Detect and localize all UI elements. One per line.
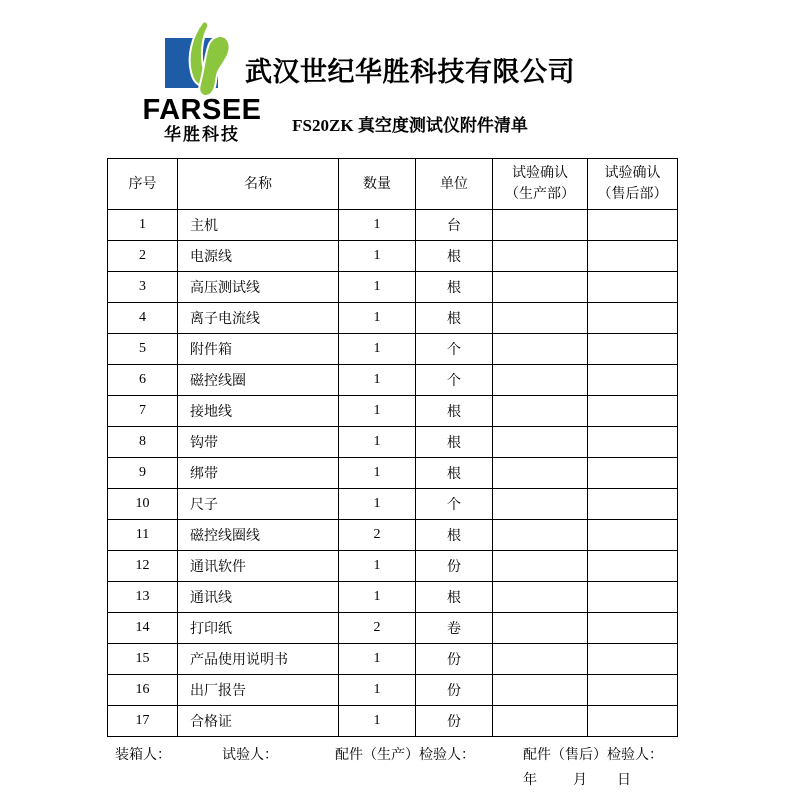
cell-index: 11	[108, 520, 178, 551]
cell-confirm_prod	[493, 303, 588, 334]
cell-confirm_after	[588, 303, 678, 334]
cell-unit: 根	[416, 396, 493, 427]
cell-confirm_after	[588, 520, 678, 551]
cell-index: 5	[108, 334, 178, 365]
table-row	[108, 303, 678, 334]
table-row	[108, 272, 678, 303]
cell-name: 出厂报告	[178, 675, 339, 706]
date-month-label: 月	[573, 771, 587, 787]
cell-index: 13	[108, 582, 178, 613]
col-header-confirm-after	[588, 159, 678, 210]
cell-unit: 份	[416, 706, 493, 737]
cell-confirm_after	[588, 644, 678, 675]
cell-confirm_after	[588, 613, 678, 644]
cell-index: 4	[108, 303, 178, 334]
cell-index: 17	[108, 706, 178, 737]
cell-unit: 个	[416, 489, 493, 520]
cell-confirm_prod	[493, 644, 588, 675]
cell-qty: 1	[339, 427, 416, 458]
cell-qty: 1	[339, 241, 416, 272]
table-row	[108, 706, 678, 737]
col-header-name: 名称	[178, 159, 339, 210]
table-row	[108, 644, 678, 675]
cell-index: 2	[108, 241, 178, 272]
cell-unit: 根	[416, 427, 493, 458]
cell-confirm_prod	[493, 334, 588, 365]
cell-name: 离子电流线	[178, 303, 339, 334]
cell-index: 1	[108, 210, 178, 241]
cell-index: 15	[108, 644, 178, 675]
cell-unit: 份	[416, 644, 493, 675]
cell-qty: 2	[339, 613, 416, 644]
cell-unit: 个	[416, 365, 493, 396]
cell-qty: 1	[339, 551, 416, 582]
table-row	[108, 241, 678, 272]
col-header-confirm-prod-line2: （生产部）	[505, 187, 575, 202]
cell-name: 磁控线圈线	[178, 520, 339, 551]
col-header-confirm-after-line1: 试验确认	[604, 166, 661, 181]
table-row	[108, 613, 678, 644]
cell-qty: 1	[339, 272, 416, 303]
inspector-production-label: 配件（生产）检验人：	[335, 746, 475, 762]
cell-unit: 根	[416, 272, 493, 303]
cell-confirm_after	[588, 582, 678, 613]
cell-confirm_after	[588, 241, 678, 272]
accessories-table	[107, 158, 678, 737]
col-header-confirm-after-line2: （售后部）	[597, 187, 668, 202]
cell-unit: 根	[416, 582, 493, 613]
table-row	[108, 489, 678, 520]
cell-confirm_after	[588, 272, 678, 303]
cell-confirm_after	[588, 675, 678, 706]
cell-unit: 卷	[416, 613, 493, 644]
table-row	[108, 365, 678, 396]
cell-index: 7	[108, 396, 178, 427]
cell-unit: 台	[416, 210, 493, 241]
table-header-row	[108, 159, 678, 210]
table-row	[108, 582, 678, 613]
cell-confirm_prod	[493, 613, 588, 644]
cell-confirm_prod	[493, 706, 588, 737]
cell-name: 电源线	[178, 241, 339, 272]
cell-unit: 根	[416, 520, 493, 551]
packer-label: 装箱人：	[115, 746, 171, 762]
cell-name: 尺子	[178, 489, 339, 520]
cell-qty: 1	[339, 458, 416, 489]
cell-confirm_prod	[493, 241, 588, 272]
cell-qty: 1	[339, 706, 416, 737]
cell-index: 16	[108, 675, 178, 706]
col-header-index: 序号	[108, 159, 178, 210]
company-name: 武汉世纪华胜科技有限公司	[245, 57, 575, 87]
cell-confirm_prod	[493, 427, 588, 458]
cell-confirm_prod	[493, 458, 588, 489]
date-day-label: 日	[617, 771, 631, 787]
cell-confirm_prod	[493, 396, 588, 427]
cell-confirm_after	[588, 489, 678, 520]
cell-unit: 根	[416, 241, 493, 272]
date-year-label: 年	[523, 771, 537, 787]
cell-name: 打印纸	[178, 613, 339, 644]
cell-name: 接地线	[178, 396, 339, 427]
cell-name: 通讯软件	[178, 551, 339, 582]
cell-index: 3	[108, 272, 178, 303]
cell-qty: 1	[339, 396, 416, 427]
cell-qty: 1	[339, 365, 416, 396]
cell-confirm_prod	[493, 582, 588, 613]
cell-qty: 1	[339, 489, 416, 520]
table-body	[108, 210, 678, 737]
cell-unit: 份	[416, 675, 493, 706]
cell-confirm_prod	[493, 551, 588, 582]
cell-name: 产品使用说明书	[178, 644, 339, 675]
cell-confirm_prod	[493, 675, 588, 706]
table-row	[108, 334, 678, 365]
logo-brand-subtext: 华胜科技	[164, 125, 240, 144]
cell-qty: 1	[339, 210, 416, 241]
cell-name: 磁控线圈	[178, 365, 339, 396]
cell-confirm_after	[588, 396, 678, 427]
cell-unit: 根	[416, 303, 493, 334]
cell-qty: 1	[339, 334, 416, 365]
cell-name: 钩带	[178, 427, 339, 458]
cell-name: 主机	[178, 210, 339, 241]
cell-qty: 1	[339, 675, 416, 706]
table-row	[108, 396, 678, 427]
cell-confirm_after	[588, 706, 678, 737]
inspector-aftersales-label: 配件（售后）检验人：	[523, 746, 663, 762]
cell-qty: 1	[339, 582, 416, 613]
cell-confirm_prod	[493, 272, 588, 303]
cell-unit: 根	[416, 458, 493, 489]
cell-confirm_prod	[493, 520, 588, 551]
cell-confirm_after	[588, 458, 678, 489]
cell-index: 9	[108, 458, 178, 489]
cell-index: 6	[108, 365, 178, 396]
cell-confirm_after	[588, 427, 678, 458]
col-header-unit: 单位	[416, 159, 493, 210]
table-row	[108, 210, 678, 241]
cell-qty: 1	[339, 644, 416, 675]
table-row	[108, 458, 678, 489]
logo-brand-text: FARSEE	[142, 94, 262, 126]
col-header-qty: 数量	[339, 159, 416, 210]
cell-confirm_prod	[493, 489, 588, 520]
cell-unit: 个	[416, 334, 493, 365]
tester-label: 试验人：	[222, 746, 278, 762]
cell-confirm_after	[588, 551, 678, 582]
document-title: FS20ZK 真空度测试仪附件清单	[292, 116, 528, 135]
cell-index: 10	[108, 489, 178, 520]
cell-index: 12	[108, 551, 178, 582]
table-row	[108, 551, 678, 582]
cell-name: 高压测试线	[178, 272, 339, 303]
cell-index: 14	[108, 613, 178, 644]
cell-index: 8	[108, 427, 178, 458]
cell-qty: 1	[339, 303, 416, 334]
cell-confirm_after	[588, 365, 678, 396]
cell-qty: 2	[339, 520, 416, 551]
cell-confirm_after	[588, 210, 678, 241]
cell-name: 附件箱	[178, 334, 339, 365]
col-header-confirm-prod-line1: 试验确认	[512, 166, 568, 181]
cell-confirm_prod	[493, 210, 588, 241]
cell-name: 合格证	[178, 706, 339, 737]
cell-confirm_after	[588, 334, 678, 365]
col-header-confirm-prod	[493, 159, 588, 210]
cell-name: 通讯线	[178, 582, 339, 613]
cell-unit: 份	[416, 551, 493, 582]
table-row	[108, 675, 678, 706]
table-row	[108, 520, 678, 551]
cell-name: 绑带	[178, 458, 339, 489]
cell-confirm_prod	[493, 365, 588, 396]
table-row	[108, 427, 678, 458]
